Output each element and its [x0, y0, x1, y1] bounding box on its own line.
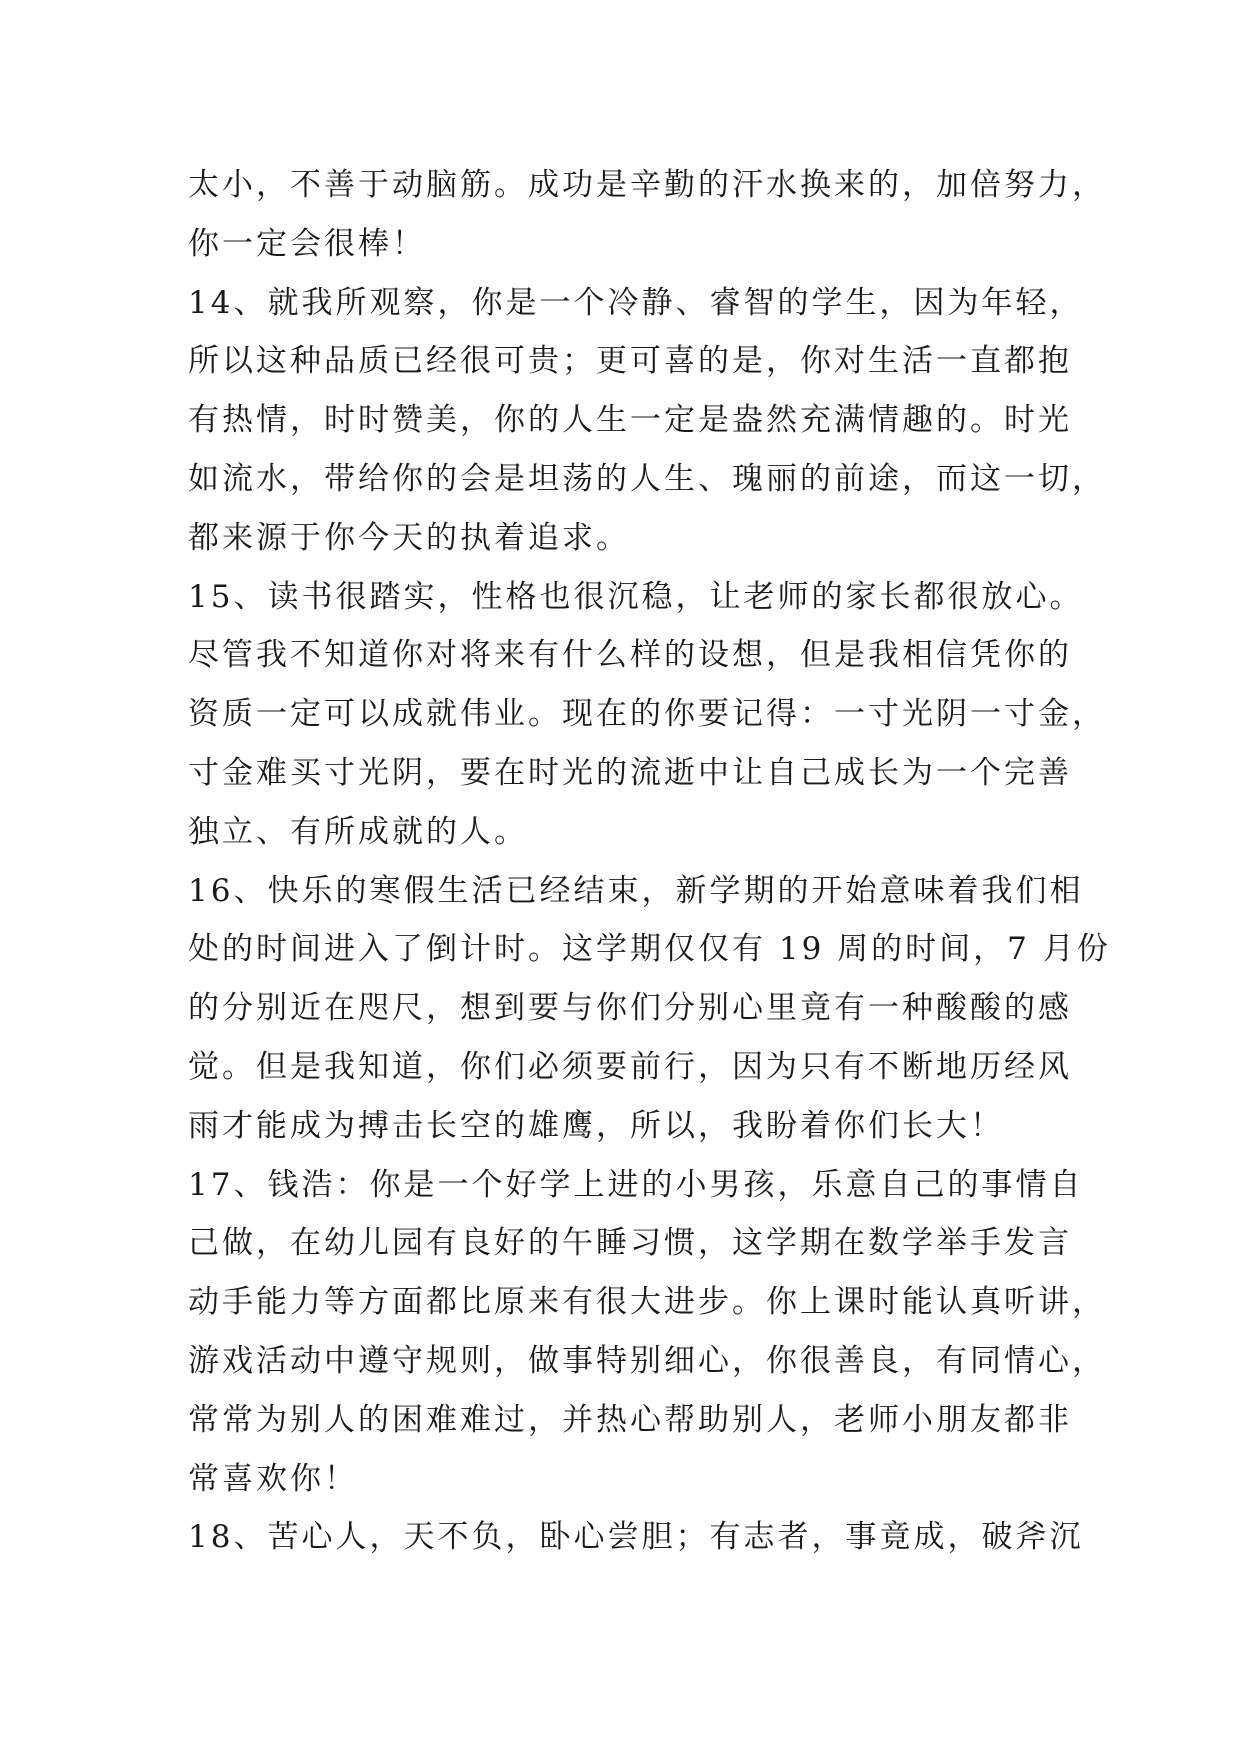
text-line: 如流水，带给你的会是坦荡的人生、瑰丽的前途，而这一切，	[188, 460, 1106, 497]
text-line: 16、快乐的寒假生活已经结束，新学期的开始意味着我们相	[188, 872, 1084, 909]
text-line: 17、钱浩：你是一个好学上进的小男孩，乐意自己的事情自	[188, 1166, 1084, 1203]
text-line: 太小，不善于动脑筋。成功是辛勤的汗水换来的，加倍努力，	[188, 167, 1106, 203]
text-line: 都来源于你今天的执着追求。	[188, 519, 630, 556]
text-line: 的分别近在咫尺，想到要与你们分别心里竟有一种酸酸的感	[188, 990, 1072, 1027]
text-line: 觉。但是我知道，你们必须要前行，因为只有不断地历经风	[188, 1048, 1072, 1085]
text-line: 动手能力等方面都比原来有很大进步。你上课时能认真听讲，	[188, 1284, 1106, 1321]
text-line: 所以这种品质已经很可贵；更可喜的是，你对生活一直都抱	[188, 343, 1072, 380]
text-line: 有热情，时时赞美，你的人生一定是盎然充满情趣的。时光	[188, 402, 1072, 439]
text-line: 常常为别人的困难难过，并热心帮助别人，老师小朋友都非	[188, 1401, 1072, 1438]
text-line: 尽管我不知道你对将来有什么样的设想，但是我相信凭你的	[188, 637, 1072, 674]
text-line: 资质一定可以成就伟业。现在的你要记得：一寸光阴一寸金，	[188, 696, 1106, 733]
text-line: 处的时间进入了倒计时。这学期仅仅有 19 周的时间，7 月份	[188, 931, 1111, 968]
text-line: 独立、有所成就的人。	[188, 813, 528, 850]
text-line: 常喜欢你！	[188, 1460, 358, 1497]
text-line: 你一定会很棒！	[188, 225, 426, 262]
text-line: 18、苦心人，天不负，卧心尝胆；有志者，事竟成，破斧沉	[188, 1519, 1084, 1556]
text-line: 雨才能成为搏击长空的雄鹰，所以，我盼着你们长大！	[188, 1107, 1004, 1144]
text-line: 14、就我所观察，你是一个冷静、睿智的学生，因为年轻，	[188, 284, 1084, 321]
text-line: 15、读书很踏实，性格也很沉稳，让老师的家长都很放心。	[188, 578, 1084, 615]
text-line: 游戏活动中遵守规则，做事特别细心，你很善良，有同情心，	[188, 1342, 1106, 1379]
text-line: 己做，在幼儿园有良好的午睡习惯，这学期在数学举手发言	[188, 1225, 1072, 1262]
body-text	[188, 156, 1111, 1567]
text-line: 寸金难买寸光阴，要在时光的流逝中让自己成长为一个完善	[188, 754, 1072, 791]
